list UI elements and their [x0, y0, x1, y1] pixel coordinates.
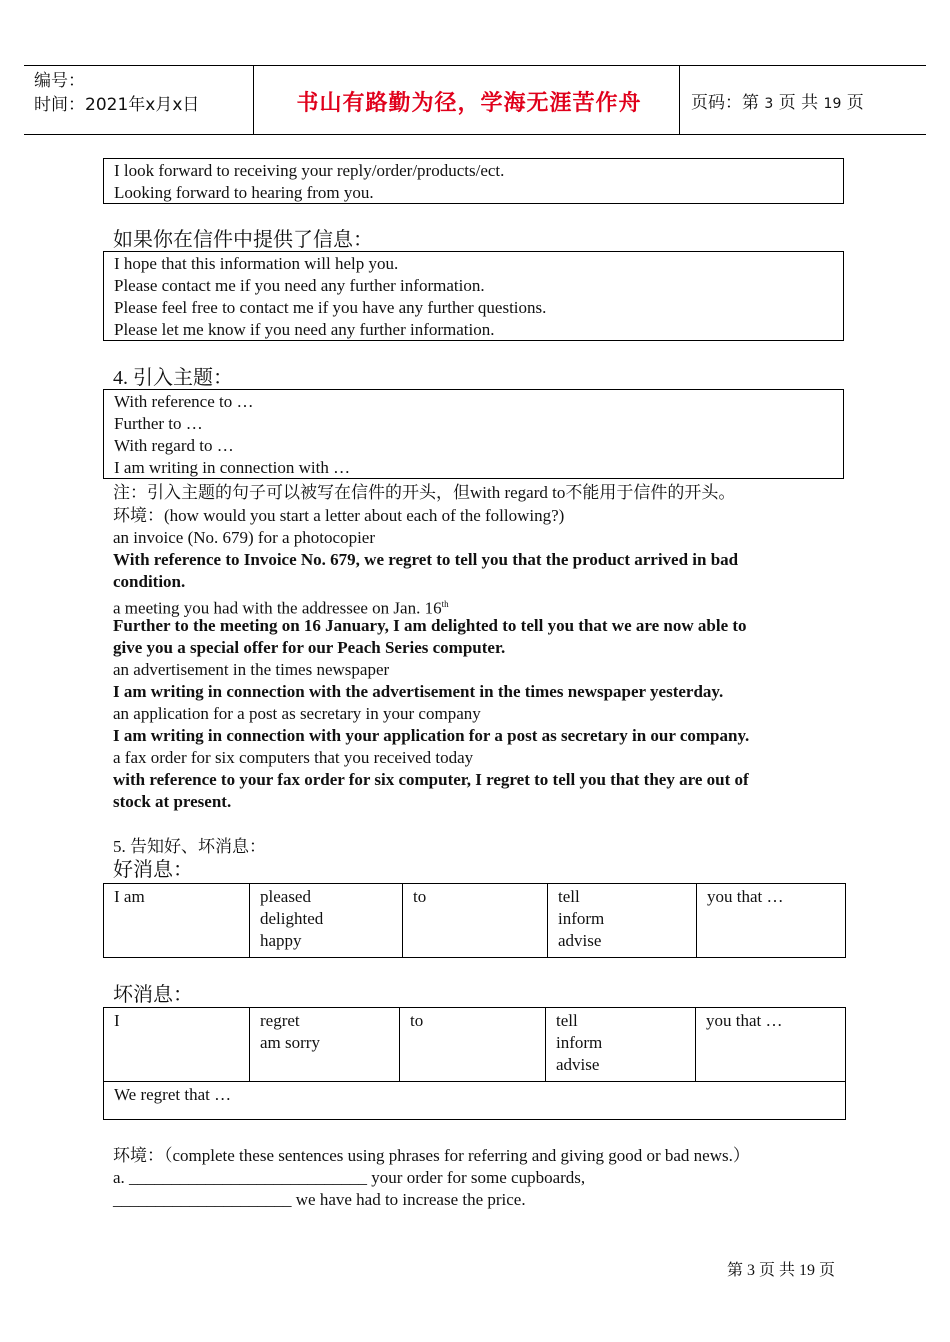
- section-heading-news: 5. 告知好、坏消息：: [113, 837, 266, 856]
- phrase-line: With reference to …: [114, 392, 254, 411]
- cell-line: tell: [556, 1011, 578, 1030]
- phrase-line: With regard to …: [114, 436, 234, 455]
- exercise-answer: condition.: [113, 572, 186, 591]
- number-label: 编号：: [34, 71, 85, 91]
- heading-good-news: 好消息：: [113, 859, 193, 881]
- topic-phrases-box: [103, 389, 844, 479]
- exercise-prompt: an advertisement in the times newspaper: [113, 660, 390, 679]
- table-cell: you that …: [697, 884, 846, 958]
- phrase-line: Looking forward to hearing from you.: [114, 183, 374, 202]
- table-cell: I am: [104, 884, 250, 958]
- phrase-line: I am writing in connection with …: [114, 458, 351, 477]
- table-cell: I: [104, 1008, 250, 1082]
- header-divider: [679, 66, 680, 134]
- table-row: [104, 1008, 846, 1082]
- prompt-superscript: th: [441, 599, 449, 609]
- phrase-line: Further to …: [114, 414, 203, 433]
- page-current: 3: [764, 96, 774, 112]
- bad-news-table: [103, 1007, 846, 1120]
- page-footer: 第 3 页 共 19 页: [727, 1262, 836, 1279]
- cell-line: am sorry: [260, 1033, 320, 1052]
- exercise-answer: I am writing in connection with your application for a post as secretary in our company.: [113, 726, 750, 745]
- page-header: [24, 65, 926, 135]
- page-total: 19: [823, 96, 842, 112]
- exercise-prompt: an application for a post as secretary in your company: [113, 704, 481, 723]
- exercise-sentence: a. ____________________________ your order for some cupboards,: [113, 1168, 586, 1187]
- table-cell: you that …: [696, 1008, 846, 1082]
- exercise-sentence: _____________________ we have had to increase the price.: [113, 1190, 526, 1209]
- heading-bad-news: 坏消息：: [113, 984, 193, 1006]
- exercise-prompt: an invoice (No. 679) for a photocopier: [113, 528, 375, 547]
- exercise-answer: with reference to your fax order for six computer, I regret to tell you that they are out of: [113, 770, 749, 789]
- time-label: 时间：2021年x月x日: [34, 95, 200, 115]
- phrase-line: I look forward to receiving your reply/order/products/ect.: [114, 161, 505, 180]
- note-line: 注：引入主题的句子可以被写在信件的开头，但with regard to不能用于信件的开头。: [113, 483, 736, 502]
- header-divider: [253, 66, 254, 134]
- table-cell: [548, 884, 697, 958]
- section-heading-topic: 4. 引入主题：: [113, 367, 233, 389]
- phrase-line: Please feel free to contact me if you have any further questions.: [114, 298, 547, 317]
- exercise-answer: With reference to Invoice No. 679, we regret to tell you that the product arrived in bad: [113, 550, 739, 569]
- header-meta: [34, 69, 199, 117]
- phrase-line: Please let me know if you need any further information.: [114, 320, 495, 339]
- prompt-text: a meeting you had with the addressee on Jan. 16: [113, 598, 442, 618]
- table-cell: [250, 884, 403, 958]
- exercise-answer: Further to the meeting on 16 January, I am delighted to tell you that we are now able to: [113, 616, 747, 635]
- phrase-line: Please contact me if you need any further information.: [114, 276, 485, 295]
- cell-line: advise: [558, 931, 602, 950]
- good-news-table: [103, 883, 846, 958]
- closing-phrases-box: [103, 158, 844, 204]
- table-cell: to: [400, 1008, 546, 1082]
- table-row: [104, 1082, 846, 1120]
- section-heading-info: 如果你在信件中提供了信息：: [113, 229, 373, 251]
- exercise-answer: give you a special offer for our Peach Series computer.: [113, 638, 506, 657]
- exercise-answer: I am writing in connection with the advertisement in the times newspaper yesterday.: [113, 682, 724, 701]
- page-suffix: 页: [846, 93, 864, 113]
- cell-line: advise: [556, 1055, 600, 1074]
- cell-line: inform: [556, 1033, 603, 1052]
- context-intro: 环境：(how would you start a letter about each of the following?): [113, 506, 565, 525]
- cell-line: tell: [558, 887, 580, 906]
- exercise-prompt: a fax order for six computers that you received today: [113, 748, 474, 767]
- page-prefix: 页码：第: [691, 93, 759, 113]
- exercise-answer: stock at present.: [113, 792, 232, 811]
- context-2: 环境：（complete these sentences using phrases for referring and giving good or bad news.）: [113, 1146, 750, 1165]
- cell-line: regret: [260, 1011, 300, 1030]
- table-cell: [546, 1008, 696, 1082]
- header-page-number: [691, 88, 864, 113]
- phrase-line: I hope that this information will help you.: [114, 254, 399, 273]
- cell-line: happy: [260, 931, 302, 950]
- table-row: [104, 884, 846, 958]
- cell-line: delighted: [260, 909, 324, 928]
- table-cell: We regret that …: [104, 1082, 846, 1120]
- cell-line: inform: [558, 909, 605, 928]
- info-phrases-box: [103, 251, 844, 341]
- table-cell: to: [403, 884, 548, 958]
- header-motto: 书山有路勤为径，学海无涯苦作舟: [296, 91, 642, 116]
- page-mid: 页 共: [778, 93, 819, 113]
- cell-line: pleased: [260, 887, 311, 906]
- table-cell: [250, 1008, 400, 1082]
